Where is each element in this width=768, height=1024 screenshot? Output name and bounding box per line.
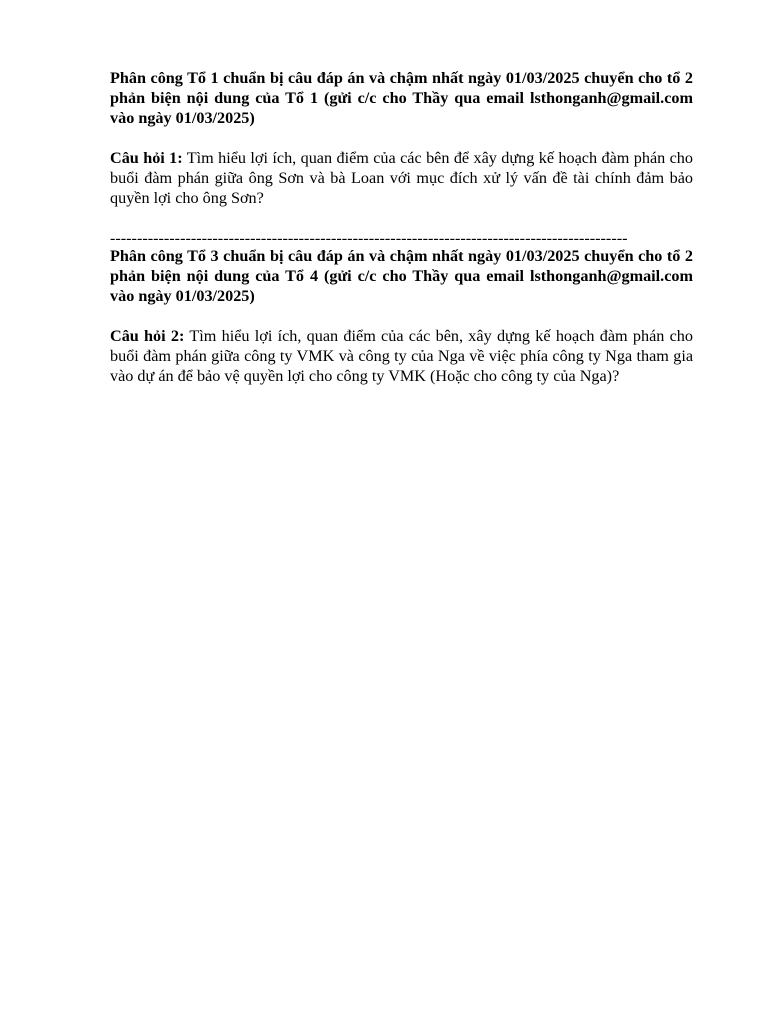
- question-2-text: Tìm hiểu lợi ích, quan điểm của các bên, xây dựng kế hoạch đàm phán cho buổi đàm phán giữa công ty VMK và công ty của Nga về việc phía công ty Nga tham gia vào dự án để bảo vệ quyền lợi cho công ty VMK (Hoặc cho công ty của Nga)?: [110, 327, 693, 385]
- spacer: [110, 208, 693, 230]
- assignment-2: Phân công Tổ 3 chuẩn bị câu đáp án và chậm nhất ngày 01/03/2025 chuyển cho tổ 2 phản biện nội dung của Tổ 4 (gửi c/c cho Thầy qua email lsthonganh@gmail.com vào ngày 01/03/2025): [110, 247, 693, 305]
- assignment-1: Phân công Tổ 1 chuẩn bị câu đáp án và chậm nhất ngày 01/03/2025 chuyển cho tổ 2 phản biện nội dung của Tổ 1 (gửi c/c cho Thầy qua email lsthonganh@gmail.com vào ngày 01/03/2025): [110, 69, 693, 127]
- spacer: [110, 128, 693, 148]
- question-1-text: Tìm hiểu lợi ích, quan điểm của các bên để xây dựng kế hoạch đàm phán cho buổi đàm phán giữa ông Sơn và bà Loan với mục đích xử lý vấn đề tài chính đảm bảo quyền lợi cho ông Sơn?: [110, 149, 693, 207]
- spacer: [110, 306, 693, 326]
- question-2: [110, 326, 693, 386]
- question-1-label: Câu hỏi 1:: [110, 149, 183, 167]
- divider-line: ------------------------------------------------------------------------------------------------: [110, 230, 628, 246]
- document-page: [110, 68, 693, 386]
- question-2-label: Câu hỏi 2:: [110, 327, 185, 345]
- question-1: [110, 148, 693, 208]
